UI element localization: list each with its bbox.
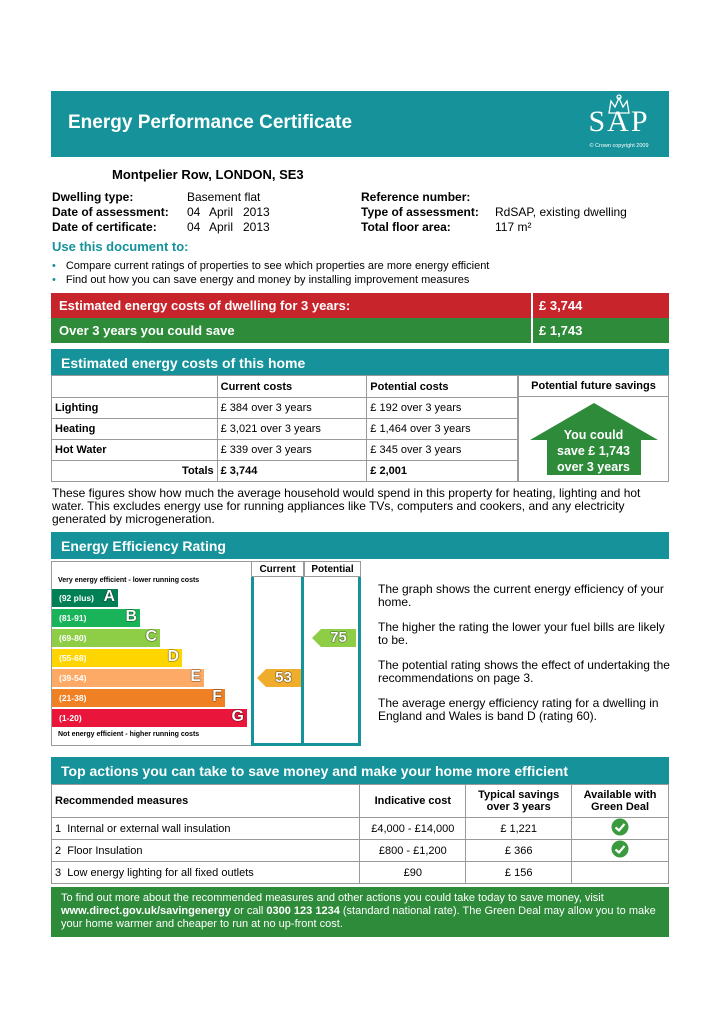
footer-info (51, 887, 669, 937)
use-document-title: Use this document to: (52, 239, 189, 254)
estimated-costs-heading: Estimated energy costs of this home (51, 349, 669, 376)
green-deal-cell (572, 862, 669, 884)
table-row (52, 818, 669, 840)
reference-label: Reference number: (361, 190, 471, 204)
estimated-cost-value: £ 3,744 (531, 293, 669, 318)
green-deal-cell (572, 818, 669, 840)
table-header-row (52, 785, 669, 818)
green-deal-check-icon (611, 840, 629, 858)
measure-cell (52, 840, 360, 862)
rating-paragraph: The average energy efficiency rating for a dwelling in England and Wales is band D (rating 60). (378, 696, 659, 723)
cost-cell: £90 (360, 862, 466, 884)
row-label: Heating (52, 419, 218, 440)
current-rating-value: 53 (275, 669, 292, 686)
measure-cell (52, 862, 360, 884)
potential-column (304, 577, 361, 746)
totals-label: Totals (52, 461, 218, 482)
potential-costs-header: Potential costs (367, 376, 518, 398)
savings-arrow-line: over 3 years (557, 460, 630, 474)
savings-cell: £ 366 (466, 840, 572, 862)
cost-cell: £4,000 - £14,000 (360, 818, 466, 840)
rating-band-g (52, 709, 247, 727)
table-header-row (52, 376, 518, 398)
bullet-item (52, 260, 489, 272)
savings-value: £ 1,743 (531, 318, 669, 343)
measure-name: Floor Insulation (67, 844, 143, 857)
blank-header (52, 376, 218, 398)
table-row (52, 398, 518, 419)
assessment-type-label: Type of assessment: (361, 205, 479, 219)
measure-number: 1 (55, 822, 62, 835)
table-row (52, 419, 518, 440)
savings-band (51, 318, 669, 343)
green-deal-check-icon (611, 818, 629, 836)
band-letter: C (145, 628, 157, 645)
rating-paragraph: The higher the rating the lower your fuel bills are likely to be. (378, 620, 665, 647)
measure-cell (52, 818, 360, 840)
footer-link[interactable]: www.direct.gov.uk/savingenergy (61, 905, 231, 917)
assessment-month: April (209, 205, 234, 219)
band-range: (69-80) (59, 633, 87, 643)
bullet-icon: • (52, 274, 56, 286)
table-row (52, 840, 669, 862)
assessment-date-label: Date of assessment: (52, 205, 169, 219)
band-range: (55-68) (59, 653, 87, 663)
costs-note: These figures show how much the average household would spend in this property for heating, lighting and hot water. This excludes energy use for running appliances like TVs, computers and cookers, and any electricity generated by microgeneration. (52, 486, 641, 526)
certificate-date-label: Date of certificate: (52, 220, 157, 234)
band-letter: A (103, 588, 115, 605)
savings-arrow-line: You could (563, 428, 624, 442)
totals-row (52, 461, 518, 482)
current-cost-cell: £ 3,021 over 3 years (217, 419, 367, 440)
rating-band-d (52, 649, 182, 667)
property-address: Montpelier Row, LONDON, SE3 (112, 167, 304, 182)
band-range: (81-91) (59, 613, 87, 623)
footer-phone: 0300 123 1234 (266, 905, 340, 917)
assessment-type-value: RdSAP, existing dwelling (495, 205, 627, 219)
crown-copyright: © Crown copyright 2009 (589, 143, 649, 149)
certificate-day: 04 (187, 220, 201, 234)
rating-band-e (52, 669, 204, 687)
rating-band-a (52, 589, 118, 607)
potential-cost-cell: £ 1,464 over 3 years (367, 419, 518, 440)
current-column-header: Current (251, 561, 304, 577)
total-potential-cell: £ 2,001 (367, 461, 518, 482)
header-banner (51, 91, 669, 157)
rating-band-c (52, 629, 160, 647)
potential-rating-value: 75 (330, 629, 347, 646)
certificate-year: 2013 (243, 220, 270, 234)
potential-rating-arrow (312, 629, 356, 647)
band-letter: F (212, 688, 222, 705)
green-deal-header: Available with Green Deal (572, 785, 669, 818)
dwelling-type-value: Basement flat (187, 190, 261, 204)
bullet-item (52, 274, 469, 286)
rating-band-f (52, 689, 225, 707)
cost-header: Indicative cost (360, 785, 466, 818)
row-label: Lighting (52, 398, 218, 419)
bullet-icon: • (52, 260, 56, 272)
measure-name: Internal or external wall insulation (67, 822, 231, 835)
floor-area-value: 117 m² (495, 220, 532, 234)
savings-arrow-text (519, 427, 668, 475)
current-column (251, 577, 304, 746)
band-letter: D (167, 648, 179, 665)
rating-band-b (52, 609, 140, 627)
future-savings-header: Potential future savings (518, 375, 669, 397)
footer-text: To find out more about the recommended measures and other actions you could take today to save money, visit (61, 892, 604, 904)
estimated-cost-band (51, 293, 669, 318)
current-cost-cell: £ 339 over 3 years (217, 440, 367, 461)
estimated-costs-table (51, 375, 518, 482)
measure-number: 2 (55, 844, 62, 857)
energy-rating-chart (51, 561, 361, 746)
band-letter: G (231, 708, 244, 725)
potential-cost-cell: £ 192 over 3 years (367, 398, 518, 419)
sap-logo (571, 93, 667, 153)
certificate-month: April (209, 220, 234, 234)
rating-paragraph: The potential rating shows the effect of undertaking the recommendations on page 3. (378, 658, 670, 685)
footer-text: or call (230, 905, 267, 917)
band-range: (92 plus) (59, 593, 94, 603)
rating-bands (51, 561, 251, 746)
measure-name: Low energy lighting for all fixed outlets (67, 866, 254, 879)
rating-explanation (378, 583, 670, 735)
dwelling-type-label: Dwelling type: (52, 190, 134, 204)
measures-header: Recommended measures (52, 785, 360, 818)
total-current-cell: £ 3,744 (217, 461, 367, 482)
current-cost-cell: £ 384 over 3 years (217, 398, 367, 419)
rating-paragraph: The graph shows the current energy efficiency of your home. (378, 582, 664, 609)
assessment-year: 2013 (243, 205, 270, 219)
footer-text: (standard national rate). The Green Deal may allow you to make your home warmer and cheaper to run at no up-front cost. (61, 905, 656, 930)
floor-area-label: Total floor area: (361, 220, 451, 234)
savings-header: Typical savings over 3 years (466, 785, 572, 818)
top-actions-heading: Top actions you can take to save money and make your home more efficient (51, 757, 669, 784)
future-savings-cell (518, 396, 669, 482)
row-label: Hot Water (52, 440, 218, 461)
savings-label: Over 3 years you could save (59, 323, 235, 338)
page-title: Energy Performance Certificate (68, 112, 353, 133)
band-range: (39-54) (59, 673, 87, 683)
recommended-measures-table (51, 784, 669, 884)
energy-rating-heading: Energy Efficiency Rating (51, 532, 669, 559)
savings-arrow-line: save £ 1,743 (557, 444, 630, 458)
potential-column-header: Potential (304, 561, 361, 577)
current-rating-arrow (257, 669, 301, 687)
bullet-text: Compare current ratings of properties to see which properties are more energy efficient (65, 260, 490, 272)
green-deal-cell (572, 840, 669, 862)
band-range: (1-20) (59, 713, 82, 723)
potential-cost-cell: £ 345 over 3 years (367, 440, 518, 461)
band-letter: B (125, 608, 137, 625)
estimated-cost-label: Estimated energy costs of dwelling for 3 years: (59, 298, 351, 313)
top-caption: Very energy efficient - lower running costs (58, 577, 200, 584)
savings-cell: £ 1,221 (466, 818, 572, 840)
table-row (52, 440, 518, 461)
sap-logo-text: SAP (588, 105, 650, 138)
bullet-text: Find out how you can save energy and money by installing improvement measures (65, 274, 470, 286)
band-range: (21-38) (59, 693, 87, 703)
current-costs-header: Current costs (217, 376, 367, 398)
table-row (52, 862, 669, 884)
cost-cell: £800 - £1,200 (360, 840, 466, 862)
assessment-day: 04 (187, 205, 201, 219)
savings-cell: £ 156 (466, 862, 572, 884)
bottom-caption: Not energy efficient - higher running costs (58, 731, 200, 738)
band-letter: E (190, 668, 201, 685)
measure-number: 3 (55, 866, 62, 879)
